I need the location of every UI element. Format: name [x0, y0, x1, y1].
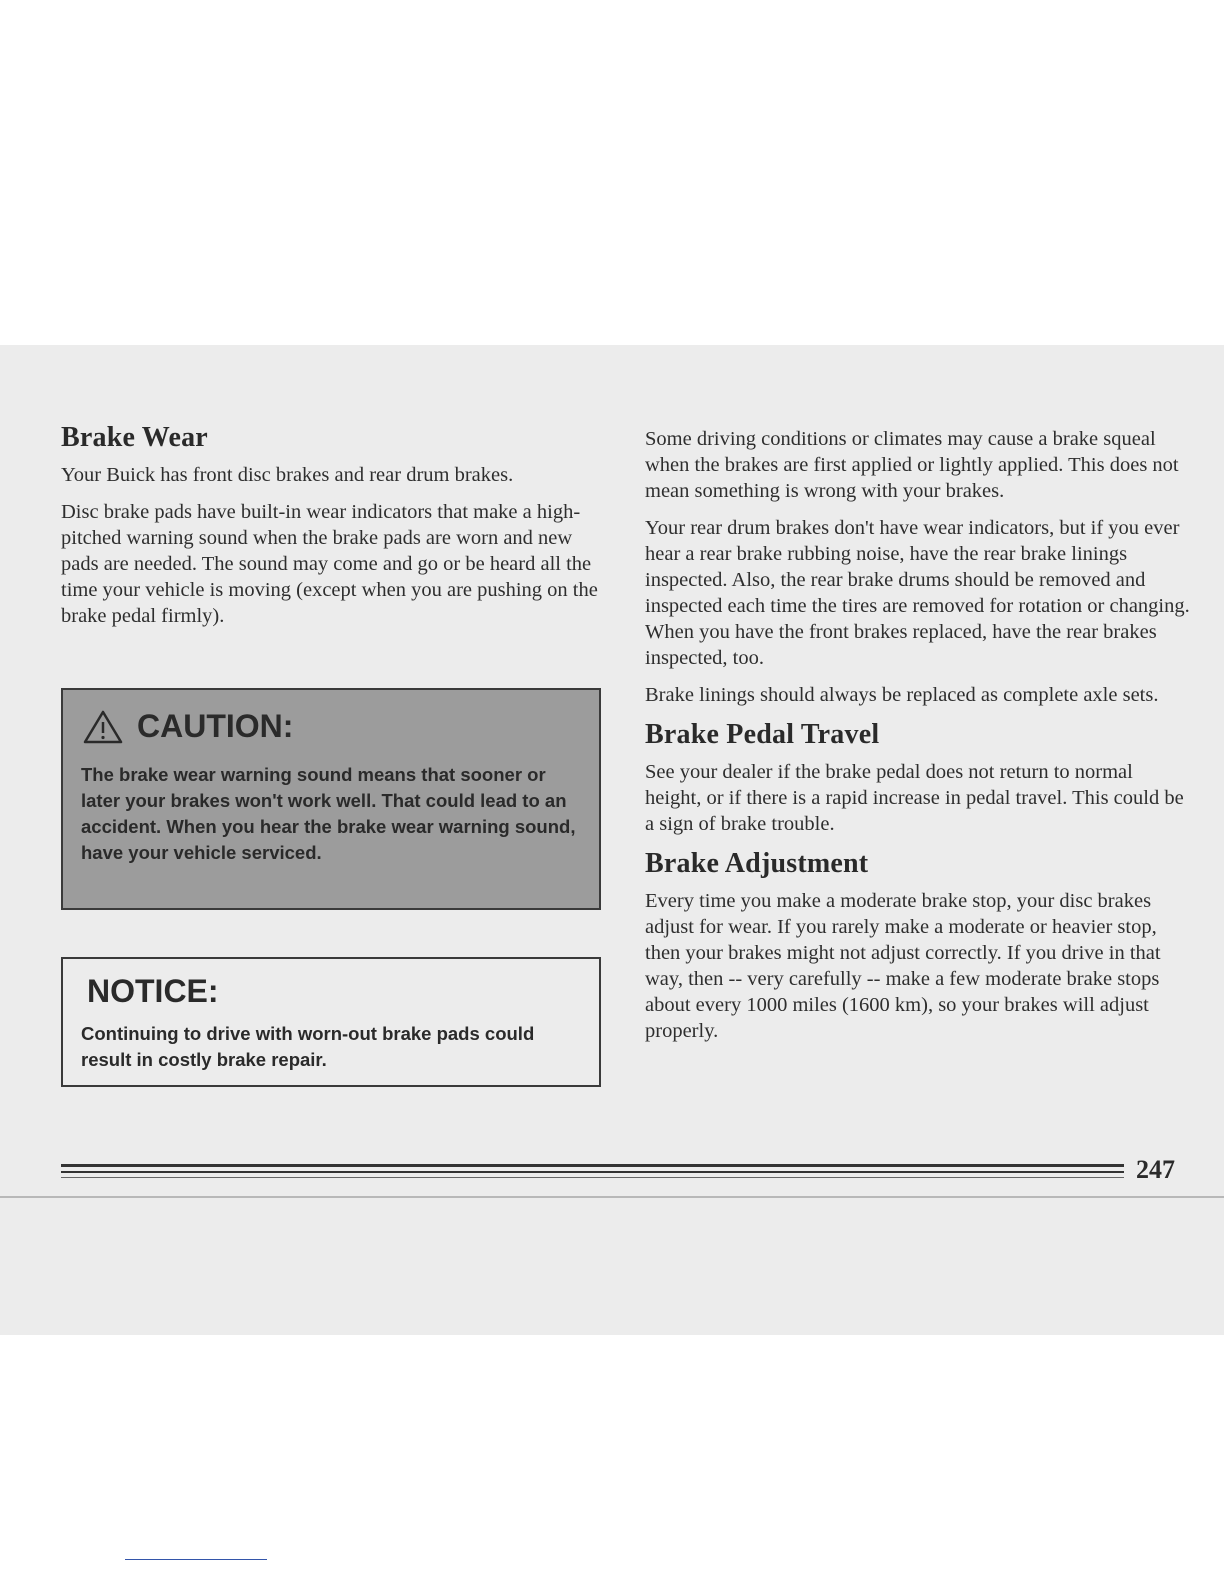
left-column [61, 422, 601, 640]
rear-drum-paragraph: Your rear drum brakes don't have wear indicators, but if you ever hear a rear brake rubbing noise, have the rear brake linings inspected. Also, the rear brake drums should be removed and inspected each time the tires are removed for rotation or changing. When you have the front brakes replaced, have the rear brakes inspected, too. [645, 517, 1190, 669]
brake-wear-intro: Your Buick has front disc brakes and rear drum brakes. [61, 464, 514, 486]
warning-triangle-icon [83, 710, 123, 744]
disc-pad-paragraph: Disc brake pads have built-in wear indicators that make a high-pitched warning sound when the brake pads are worn and new pads are needed. The sound may come and go or be heard all the time your vehicle is moving (except when you are pushing on the brake pedal firmly). [61, 501, 598, 627]
linings-paragraph: Brake linings should always be replaced as complete axle sets. [645, 684, 1159, 706]
brake-adjustment-paragraph: Every time you make a moderate brake stop, your disc brakes adjust for wear. If you rarely make a moderate or heavier stop, then your brakes might not adjust correctly. If you drive in that way, then -- very carefully -- make a few moderate brake stops about every 1000 miles (1600 km), so your brakes will adjust properly. [645, 890, 1161, 1042]
brake-pedal-travel-heading: Brake Pedal Travel [645, 719, 880, 750]
caution-title: CAUTION: [137, 708, 294, 744]
footer-rule [61, 1177, 1124, 1178]
footer-underline [125, 1559, 267, 1560]
footer-rule [61, 1164, 1124, 1167]
page-number: 247 [1136, 1155, 1175, 1184]
footer-rule [61, 1171, 1124, 1173]
pedal-travel-paragraph: See your dealer if the brake pedal does not return to normal height, or if there is a rapid increase in pedal travel. This could be a sign of brake trouble. [645, 761, 1184, 835]
brake-squeal-paragraph: Some driving conditions or climates may cause a brake squeal when the brakes are first applied or lightly applied. This does not mean something is wrong with your brakes. [645, 428, 1179, 502]
caution-text: The brake wear warning sound means that sooner or later your brakes won't work well. That could lead to an accident. When you hear the brake wear warning sound, have your vehicle serviced. [81, 764, 576, 863]
divider [0, 1196, 1224, 1198]
notice-box [61, 957, 601, 1087]
brake-adjustment-heading: Brake Adjustment [645, 848, 869, 879]
brake-wear-heading: Brake Wear [61, 422, 208, 453]
notice-title: NOTICE: [87, 973, 219, 1009]
caution-title-row [83, 708, 293, 745]
notice-text: Continuing to drive with worn-out brake pads could result in costly brake repair. [81, 1023, 535, 1070]
caution-box [61, 688, 601, 910]
right-column [645, 426, 1190, 1055]
